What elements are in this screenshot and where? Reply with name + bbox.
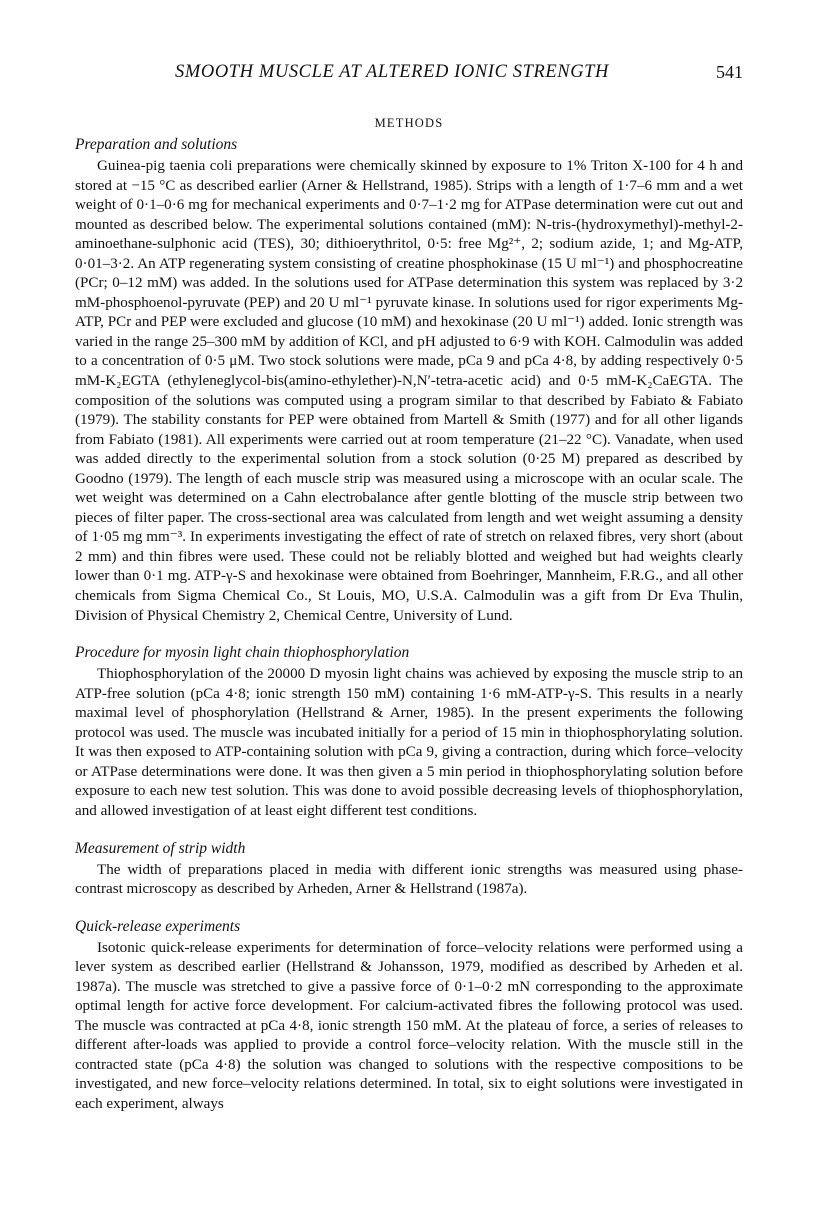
subsection-heading: Procedure for myosin light chain thiophosphorylation xyxy=(75,644,410,662)
section-preparation-solutions xyxy=(75,135,743,626)
page-number: 541 xyxy=(716,62,743,82)
section-strip-width xyxy=(75,839,743,900)
subsection-heading: Measurement of strip width xyxy=(75,839,246,857)
paragraph: Thiophosphorylation of the 20000 D myosin light chains was achieved by exposing the muscle strip to an ATP-free solution (pCa 4·8; ionic strength 150 mM) containing 1·6 mM-ATP-γ-S. This results in a nearly maximal level of phosphorylation (Hellstrand & Arner, 1985). In the present experiments the following protocol was used. The muscle was incubated initially for a period of 15 min in thiophosphorylating solution. It was then exposed to ATP-containing solution with pCa 9, giving a contraction, during which force–velocity or ATPase determinations were done. It was then given a 5 min period in thiophosphorylating solution before exposure to each new test solution. This was done to avoid possible decreasing levels of thiophosphorylation, and allowed investigation of at least eight different test conditions. xyxy=(75,666,743,819)
section-thiophosphorylation xyxy=(75,643,743,821)
subsection-heading: Quick-release experiments xyxy=(75,917,241,935)
section-quick-release xyxy=(75,917,743,1115)
paragraph: Isotonic quick-release experiments for determination of force–velocity relations were performed using a lever system as described earlier (Hellstrand & Johansson, 1979, modified as described by Arheden et al. 1987a). The muscle was stretched to give a passive force of 0·1–0·2 mN corresponding to the approximate optimal length for active force development. For calcium-activated fibres the following protocol was used. The muscle was contracted at pCa 4·8, ionic strength 150 mM. At the plateau of force, a series of releases to different after-loads was applied to provide a control force–velocity relation. With the muscle still in the contracted state (pCa 4·8) the solution was changed to solutions with the respective compositions to be investigated, and new force–velocity relations determined. In total, six to eight solutions were investigated in each experiment, always xyxy=(75,939,743,1112)
running-title: SMOOTH MUSCLE AT ALTERED IONIC STRENGTH xyxy=(175,62,610,82)
paragraph: The width of preparations placed in media with different ionic strengths was measured using phase-contrast microscopy as described by Arheden, Arner & Hellstrand (1987a). xyxy=(75,861,743,898)
paragraph: Guinea-pig taenia coli preparations were chemically skinned by exposure to 1% Triton X-100 for 4 h and stored at −15 °C as described earlier (Arner & Hellstrand, 1985). Strips with a length of 1·7–6 mm and a wet weight of 0·1–0·6 mg for mechanical experiments and 0·7–1·2 mg for ATPase determination were cut out and mounted as described below. The experimental solutions contained (mM): N-tris-(hydroxymethyl)-methyl-2-aminoethane-sulphonic acid (TES), 30; dithioerythritol, 0·5: free Mg²⁺, 2; sodium azide, 1; and Mg-ATP, 0·01–3·2. An ATP regenerating system consisting of creatine phosphokinase (15 U ml⁻¹) and phosphocreatine (PCr; 0–12 mM) was added. In the solutions used for ATPase determination this system was replaced by 3·2 mM-phosphoenol-pyruvate (PEP) and 20 U ml⁻¹ pyruvate kinase. In solutions used for rigor experiments Mg-ATP, PCr and PEP were excluded and glucose (10 mM) and hexokinase (20 U ml⁻¹) added. Ionic strength was varied in the range 25–300 mM by addition of KCl, and pH adjusted to 6·9 with KOH. Calmodulin was added to a concentration of 0·5 μM. Two stock solutions were made, pCa 9 and pCa 4·8, by adding respectively 0·5 mM-K₂EGTA (ethyleneglycol-bis(amino-ethylether)-N,N′-tetra-acetic acid) and 0·5 mM-K₂CaEGTA. The composition of the solutions was computed using a program similar to that described by Fabiato & Fabiato (1979). The stability constants for PEP were obtained from Martell & Smith (1977) and for all other ligands from Fabiato (1981). All experiments were carried out at room temperature (21–22 °C). Vanadate, when used was added directly to the experimental solution from a stock solution (0·25 M) prepared as described by Goodno (1979). The length of each muscle strip was measured using a microscope with an ocular scale. The wet weight was determined on a Cahn electrobalance after gentle blotting of the muscle strip between two pieces of filter paper. The cross-sectional area was calculated from length and wet weight assuming a density of 1·05 mg mm⁻³. In experiments investigating the effect of rate of stretch on relaxed fibres, very short (about 2 mm) and thin fibres were used. These could not be reliably blotted and weighed but had weights clearly lower than 0·1 mg. ATP-γ-S and hexokinase were obtained from Boehringer, Mannheim, F.R.G., and all other chemicals from Sigma Chemical Co., St Louis, MO, U.S.A. Calmodulin was a gift from Dr Eva Thulin, Division of Physical Chemistry 2, Chemical Centre, University of Lund. xyxy=(75,158,743,624)
subsection-heading: Preparation and solutions xyxy=(75,136,238,153)
journal-page xyxy=(75,62,743,1132)
page-header xyxy=(75,62,743,92)
section-title: METHODS xyxy=(374,116,444,130)
